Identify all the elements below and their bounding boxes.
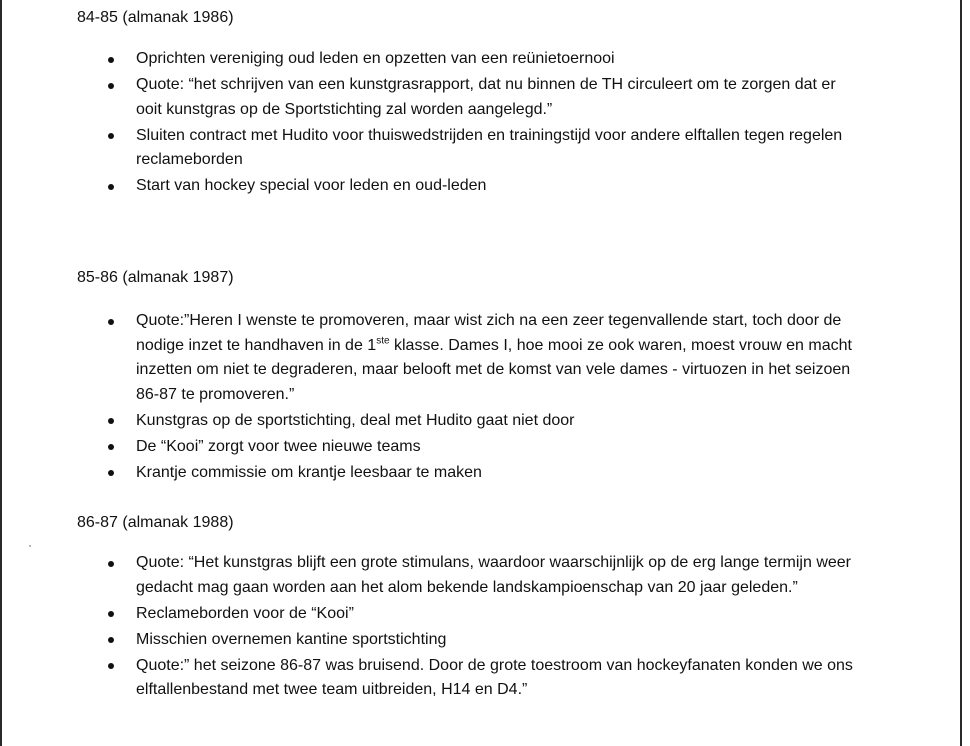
list-item (0, 47, 860, 72)
list-item-text: De “Kooi” zorgt voor twee nieuwe teams (136, 437, 421, 455)
quote-text-before: Quote:”Heren I wenste te promoveren, maar wist zich na een zeer tegenvallende start, toch door de nodige inzet te handhaven in de 1 (136, 312, 842, 354)
list-item-text: Quote: “Het kunstgras blijft een grote stimulans, waardoor waarschijnlijk op de erg lange termijn weer gedacht mag gaan worden aan het alom bekende landskampioenschap van 20 jaar geleden.” (136, 554, 852, 596)
list-item-text: Sluiten contract met Hudito voor thuiswedstrijden en trainingstijd voor andere elftallen tegen regelen reclameborden (136, 126, 843, 168)
bullet-icon (108, 319, 114, 325)
bullet-icon (108, 637, 114, 643)
bullet-icon (108, 83, 114, 89)
list-item-text: Oprichten vereniging oud leden en opzetten van een reünietoernooi (136, 50, 615, 67)
list-item-quote (0, 309, 860, 407)
list-item-text: Quote: “het schrijven van een kunstgrasrapport, dat nu binnen de TH circuleert om te zorgen dat er ooit kunstgras op de Sportstichting zal worden aangelegd.” (136, 76, 836, 118)
section-heading-1987: 86-87 (almanak 1988) (77, 514, 234, 531)
list-item (0, 73, 860, 122)
list-item-text: Kunstgras op de sportstichting, deal met Hudito gaat niet door (136, 411, 575, 429)
ordinal-superscript: ste (376, 335, 390, 347)
bullet-icon (108, 418, 114, 424)
list-item-text: Misschien overnemen kantine sportstichting (136, 630, 447, 648)
bullet-icon (108, 184, 114, 190)
list-item (0, 654, 860, 703)
bullet-list-1985 (0, 47, 860, 200)
list-item (0, 551, 860, 600)
section-heading-1986: 85-86 (almanak 1987) (77, 269, 234, 286)
bullet-list-1986 (0, 309, 860, 487)
bullet-icon (108, 444, 114, 450)
list-item (0, 409, 860, 434)
list-item-text: Reclameborden voor de “Kooi” (136, 604, 354, 622)
list-item (0, 628, 860, 653)
bullet-icon (108, 470, 114, 476)
bullet-list-1987 (0, 551, 860, 704)
bullet-icon (108, 611, 114, 617)
bullet-icon (108, 663, 114, 669)
section-heading-1985: 84-85 (almanak 1986) (77, 9, 234, 26)
list-item (0, 461, 860, 486)
scan-speck (29, 545, 31, 547)
list-item (0, 602, 860, 627)
list-item-text: Quote:” het seizone 86-87 was bruisend. Door de grote toestroom van hockeyfanaten konden we ons elftallenbestand met twee team uitbreiden, H14 en D4.” (136, 656, 853, 698)
bullet-icon (108, 133, 114, 139)
list-item-text: Krantje commissie om krantje leesbaar te maken (136, 463, 482, 481)
quote-text-after: klasse. Dames I, hoe mooi ze ook waren, moest vrouw en macht inzetten om niet te degraderen, maar belooft met de komst van vele dames - virtuozen in het seizoen 86-87 te promoveren.” (136, 336, 852, 403)
bullet-icon (108, 57, 114, 63)
list-item (0, 124, 860, 173)
list-item-text: Start van hockey special voor leden en oud-leden (136, 177, 487, 194)
bullet-icon (108, 561, 114, 567)
page-edge-right (960, 0, 962, 746)
list-item (0, 174, 860, 199)
list-item (0, 435, 860, 460)
